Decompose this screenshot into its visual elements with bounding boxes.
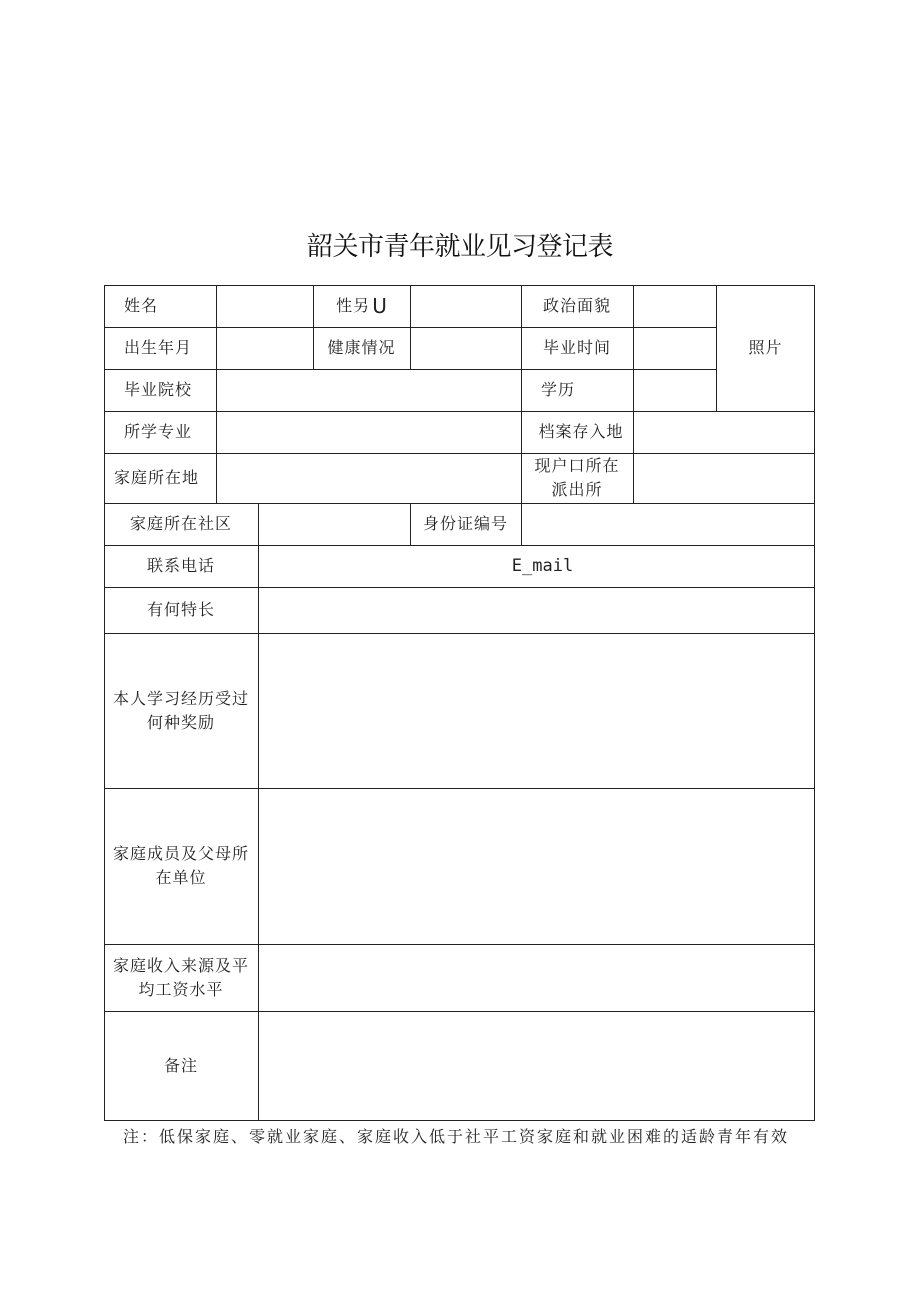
political-label: 政治面貌 (542, 296, 611, 315)
major-field[interactable] (216, 411, 521, 453)
remarks-label: 备注 (163, 1056, 198, 1075)
footnote: 注：低保家庭、零就业家庭、家庭收入低于社平工资家庭和就业困难的适龄青年有效 (123, 1127, 790, 1146)
family-label-line-2: 在单位 (155, 868, 207, 887)
income-label (104, 944, 258, 1011)
income-field[interactable] (258, 944, 815, 1011)
awards-label-line-2: 何种奖励 (146, 712, 215, 732)
family-label (104, 788, 258, 944)
hukou-station-label (521, 453, 633, 503)
birth-field[interactable] (216, 327, 313, 369)
phone-label: 联系电话 (146, 556, 215, 575)
id-field[interactable] (521, 503, 815, 545)
health-field[interactable] (410, 327, 521, 369)
gender-label: 性另 (336, 296, 371, 315)
archive-label: 档案存入地 (538, 422, 624, 441)
page-title: 韶关市青年就业见习登记表 (306, 232, 613, 262)
name-label: 姓名 (124, 296, 159, 315)
political-field[interactable] (633, 285, 716, 327)
specialty-field[interactable] (258, 587, 815, 633)
school-field[interactable] (216, 369, 521, 411)
specialty-label: 有何特长 (146, 600, 215, 619)
community-label: 家庭所在社区 (129, 514, 232, 533)
home-location-field[interactable] (216, 453, 521, 503)
hukou-station-field[interactable] (633, 453, 815, 503)
grad-time-field[interactable] (633, 327, 716, 369)
awards-label-line-1: 本人学习经历受过 (112, 688, 249, 708)
email-label: E_mail (511, 556, 574, 576)
family-label-line-1: 家庭成员及父母所 (112, 844, 249, 863)
community-field[interactable] (258, 503, 410, 545)
phone-email-field[interactable] (258, 545, 815, 587)
school-label: 毕业院校 (124, 380, 193, 399)
id-label: 身份证编号 (422, 514, 508, 533)
gender-field[interactable] (410, 285, 521, 327)
name-field[interactable] (216, 285, 313, 327)
major-label: 所学专业 (124, 422, 193, 441)
hukou-station-label-line-1: 现户口所在 (534, 456, 620, 475)
hukou-station-label-line-2: 派出所 (551, 480, 603, 499)
family-field[interactable] (258, 788, 815, 944)
grad-time-label: 毕业时间 (542, 338, 611, 357)
income-label-line-2: 均工资水平 (138, 979, 224, 999)
awards-label (104, 633, 258, 788)
archive-field[interactable] (633, 411, 815, 453)
income-label-line-1: 家庭收入来源及平 (112, 955, 249, 975)
education-field[interactable] (633, 369, 716, 411)
gender-label-cell (313, 285, 410, 327)
awards-field[interactable] (258, 633, 815, 788)
education-label: 学历 (541, 380, 576, 399)
remarks-field[interactable] (258, 1011, 815, 1121)
gender-mark: U (372, 294, 387, 318)
home-location-label: 家庭所在地 (114, 468, 200, 487)
registration-form (104, 285, 815, 1121)
health-label: 健康情况 (327, 338, 396, 357)
birth-label: 出生年月 (124, 338, 193, 357)
photo-cell[interactable]: 照片 (748, 338, 783, 357)
